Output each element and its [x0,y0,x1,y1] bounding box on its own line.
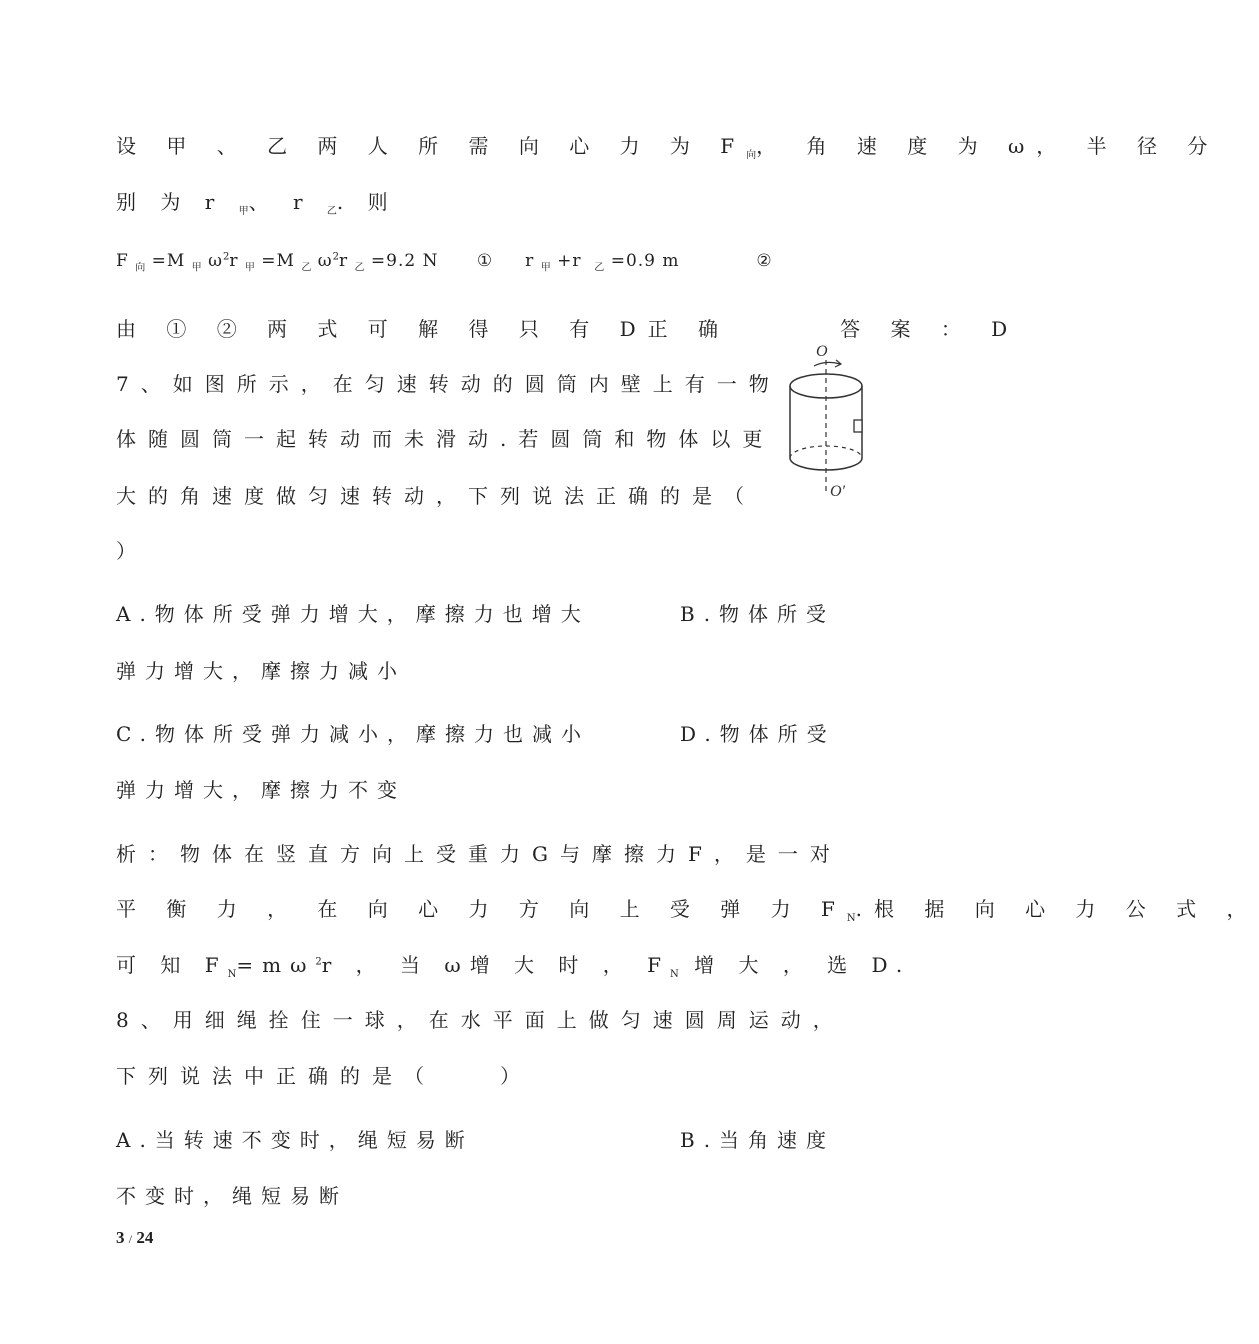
question-8-line-2: 下列说法中正确的是（ ） [116,1064,532,1088]
question-8-line-1: 8、用细绳拴住一球，在水平面上做匀速圆周运动， [116,1008,845,1032]
option-8b-part1: B.当角速度 [680,1128,836,1152]
option-7b-part2: 弹力增大，摩擦力减小 [116,659,406,683]
question-7-line-4: ） [116,539,145,563]
option-8b-part2: 不变时，绳短易断 [116,1184,348,1208]
analysis-line-2: 平 衡 力 ， 在 向 心 力 方 向 上 受 弹 力 $F_N$.根 据 向 心 力 公 式 ， [116,897,1259,924]
rotating-cylinder-figure [786,342,886,502]
page-current: 3 [116,1228,125,1247]
solution-line-1: 设 甲 、 乙 两 人 所 需 向 心 力 为 $F_向$， 角 速 度 为 ω， 半 径 分 [116,134,1220,161]
solution-line-2: 别 为 r $_甲$、 r $_乙$. 则 [116,190,397,217]
question-7-line-1: 7、如图所示，在匀速转动的圆筒内壁上有一物 [116,372,781,396]
analysis-line-1: 析：物体在竖直方向上受重力G与摩擦力F，是一对 [116,842,842,866]
solution-answer: 由 ① ② 两 式 可 解 得 只 有 D正 确 答 案 ： D [116,317,1020,341]
option-8a: A.当转速不变时，绳短易断 [116,1128,474,1152]
axis-label-top: O [816,343,828,360]
option-7a: A.物体所受弹力增大，摩擦力也增大 [116,602,590,626]
analysis-line-3: 可 知 $F_N=m\omega^2r$ ， 当 ω增 大 时 ， $F_N$ 增 大 ， 选 D. [116,953,912,980]
page-separator: / [128,1232,133,1246]
solution-formula: F $_向$ =M $_甲$ $\omega^2r$ $_甲$ =M $_乙$ $\omega^2r$ $_乙$ =9.2 N ① r $_甲$ +r $_乙$ =0.9 m ② [116,251,773,274]
object-block [854,420,862,432]
page-number [116,1228,153,1248]
option-7d-part1: D.物体所受 [680,722,836,746]
page-total: 24 [136,1228,154,1247]
question-7-line-2: 体随圆筒一起转动而未滑动.若圆筒和物体以更 [116,427,775,451]
question-7-line-3: 大的角速度做匀速转动，下列说法正确的是（ [116,484,756,508]
option-7d-part2: 弹力增大，摩擦力不变 [116,778,406,802]
option-7c: C.物体所受弹力减小，摩擦力也减小 [116,722,590,746]
axis-label-bottom: O′ [830,483,846,500]
option-7b-part1: B.物体所受 [680,602,836,626]
